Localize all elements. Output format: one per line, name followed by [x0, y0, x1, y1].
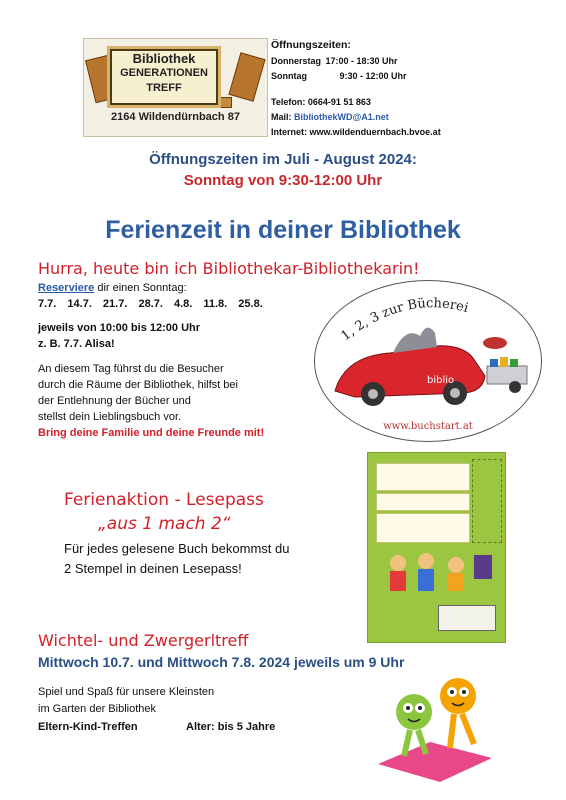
child-icon	[418, 553, 434, 569]
library-logo	[83, 38, 268, 137]
orange-character-icon	[440, 678, 476, 714]
buchstart-arc-text: 1, 2, 3 zur Bücherei	[338, 296, 470, 345]
wichtel-text: im Garten der Bibliothek	[38, 703, 156, 715]
lesepass-slogan: „aus 1 mach 2“	[98, 514, 231, 534]
logo-line-1: Bibliothek	[132, 51, 196, 66]
car-label: biblio	[427, 375, 455, 386]
mail-label: Mail:	[271, 112, 295, 122]
call-to-action: Bring deine Familie und deine Freunde mit!	[38, 427, 265, 439]
characters-illustration	[370, 672, 500, 784]
reserve-line	[38, 280, 187, 296]
buchstart-badge	[314, 280, 542, 442]
logo-line-3: TREFF	[146, 82, 182, 94]
logo-sign	[110, 49, 218, 105]
reserve-link[interactable]: Reserviere	[38, 282, 95, 294]
buchstart-illustration	[315, 281, 541, 441]
wichtel-text: Spiel und Spaß für unsere Kleinsten	[38, 686, 215, 698]
lesepass-text: Für jedes gelesene Buch bekommst du	[64, 541, 290, 556]
library-address: 2164 Wildendürnbach 87	[111, 111, 240, 123]
pass-field	[376, 513, 470, 543]
description-line: der Entlehnung der Bücher und	[38, 395, 191, 407]
pass-stamp-icon	[438, 605, 496, 631]
book-icon	[228, 52, 265, 101]
book-icon	[378, 742, 492, 782]
contact-mail	[271, 112, 389, 122]
lesepass-card	[367, 452, 506, 643]
hours-time: 9:30 - 12:00 Uhr	[339, 71, 407, 81]
pass-field	[376, 463, 470, 491]
reserve-text: dir einen Sonntag:	[94, 282, 187, 294]
summer-hours-title: Öffnungszeiten im Juli - August 2024:	[149, 151, 417, 168]
book-icon	[474, 555, 492, 579]
description-line: stellst dein Lieblingsbuch vor.	[38, 411, 182, 423]
book-icon	[483, 337, 507, 349]
wichtel-dates: Mittwoch 10.7. und Mittwoch 7.8. 2024 jeweils um 9 Uhr	[38, 654, 405, 670]
trailer-icon	[487, 366, 527, 384]
wichtel-age: Alter: bis 5 Jahre	[186, 721, 276, 733]
mail-link[interactable]: BibliothekWD@A1.net	[294, 112, 389, 122]
logo-line-2: GENERATIONEN	[120, 67, 208, 79]
wichtel-group: Eltern-Kind-Treffen	[38, 721, 138, 733]
hours-row	[271, 56, 398, 66]
pass-field	[376, 493, 470, 511]
section-heading-librarian: Hurra, heute bin ich Bibliothekar-Bibliothekarin!	[38, 259, 420, 278]
children-illustration	[378, 549, 498, 609]
child-icon	[448, 557, 464, 573]
stamp-area	[472, 459, 502, 543]
buchstart-url[interactable]: www.buchstart.at	[383, 421, 473, 432]
green-character-icon	[396, 694, 432, 730]
section-heading-wichtel: Wichtel- und Zwergerltreff	[38, 631, 249, 650]
section-heading-lesepass: Ferienaktion - Lesepass	[64, 490, 264, 510]
hours-day: Sonntag	[271, 71, 307, 81]
reservation-dates: 7.7. 14.7. 21.7. 28.7. 4.8. 11.8. 25.8.	[38, 298, 263, 310]
lesepass-text: 2 Stempel in deinen Lesepass!	[64, 561, 242, 576]
hours-title: Öffnungszeiten:	[271, 39, 351, 51]
summer-hours-time: Sonntag von 9:30-12:00 Uhr	[183, 172, 383, 189]
reservation-example: z. B. 7.7. Alisa!	[38, 338, 115, 350]
hours-time: 17:00 - 18:30 Uhr	[325, 56, 398, 66]
reservation-time: jeweils von 10:00 bis 12:00 Uhr	[38, 322, 201, 334]
hours-row	[271, 71, 407, 81]
description-line: durch die Räume der Bibliothek, hilfst bei	[38, 379, 238, 391]
contact-phone: Telefon: 0664-91 51 863	[271, 97, 371, 107]
description-line: An diesem Tag führst du die Besucher	[38, 363, 224, 375]
page-title: Ferienzeit in deiner Bibliothek	[105, 216, 461, 244]
contact-website[interactable]: Internet: www.wildenduernbach.bvoe.at	[271, 127, 441, 137]
child-icon	[390, 555, 406, 571]
hours-day: Donnerstag	[271, 56, 322, 66]
